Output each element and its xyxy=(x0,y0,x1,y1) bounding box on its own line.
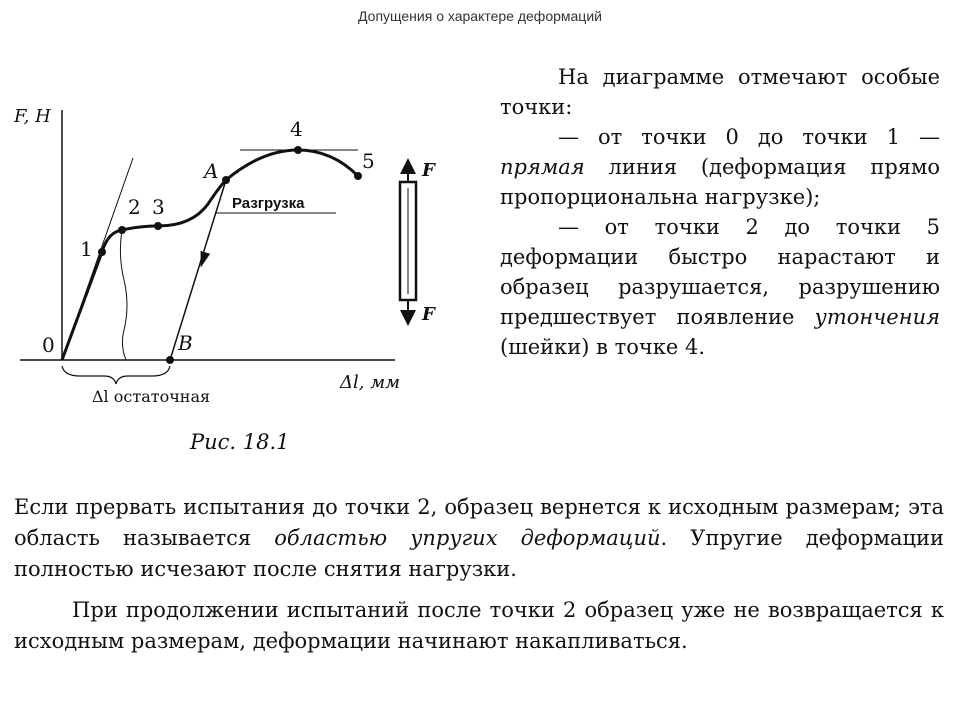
figure-caption: Рис. 18.1 xyxy=(190,430,290,454)
label-point-4: 4 xyxy=(290,117,303,141)
p3-emphasis: утончения xyxy=(814,305,940,329)
unloading-label: Разгрузка xyxy=(232,195,305,212)
p4-emphasis: областью упругих деформаций xyxy=(274,526,661,550)
point-b xyxy=(166,356,174,364)
point-5 xyxy=(354,172,362,180)
y-axis-label: F, Н xyxy=(14,106,51,127)
paragraph-3 xyxy=(500,212,940,362)
origin-label: 0 xyxy=(42,333,55,357)
point-2 xyxy=(118,226,126,234)
x-axis-label: Δl, мм xyxy=(340,372,401,393)
label-point-5: 5 xyxy=(362,149,375,173)
slide-title: Допущения о характере деформаций xyxy=(358,8,602,24)
paragraph-1: На диаграмме отмечают особые точки: xyxy=(500,65,940,119)
p2-text-end: линия (деформация прямо пропорциональна нагрузке); xyxy=(500,155,940,209)
point-3 xyxy=(154,222,162,230)
label-point-a: A xyxy=(204,159,219,183)
label-point-b: B xyxy=(178,331,193,355)
p3-text-start: — от точки 2 до точки 5 деформации быстро нарастают и образец разрушается, разрушению предшествует появление xyxy=(500,215,940,329)
force-label-bottom: F xyxy=(422,304,435,325)
unloading-arrow xyxy=(196,251,210,269)
point-a xyxy=(222,176,230,184)
force-arrow-bottom xyxy=(400,310,416,326)
paragraph-2 xyxy=(500,122,940,212)
residual-label: Δl остаточная xyxy=(92,387,211,406)
label-point-2: 2 xyxy=(128,195,141,219)
paragraph-5: При продолжении испытаний после точки 2 образец уже не возвращается к исходным размерам, деформации начинают накапливаться. xyxy=(14,598,944,653)
residual-brace xyxy=(62,366,170,384)
full-width-text xyxy=(14,492,944,657)
p4-text-start: Если прервать испытания до точки 2, образец вернется к исходным размерам; эта область называется xyxy=(14,495,944,550)
residual-guide xyxy=(120,230,127,360)
p4-text-end: . Упругие деформации полностью исчезают после снятия нагрузки. xyxy=(14,526,944,581)
stress-strain-figure xyxy=(0,80,480,500)
p3-text-end: (шейки) в точке 4. xyxy=(500,335,706,359)
label-point-1: 1 xyxy=(80,237,93,261)
p2-text-start: — от точки 0 до точки 1 — xyxy=(558,125,940,149)
label-point-3: 3 xyxy=(152,195,165,219)
p2-emphasis: прямая xyxy=(500,155,585,179)
right-text-column xyxy=(500,62,940,362)
point-1 xyxy=(98,248,106,256)
point-4 xyxy=(294,146,302,154)
paragraph-4 xyxy=(14,492,944,585)
force-arrow-top xyxy=(400,158,416,174)
force-label-top: F xyxy=(422,160,435,181)
